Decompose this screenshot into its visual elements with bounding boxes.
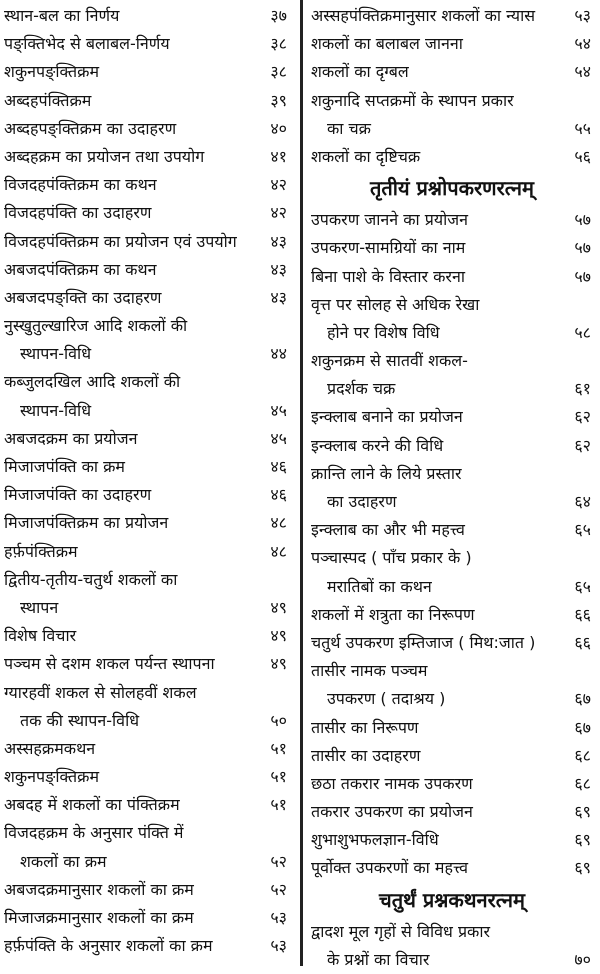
entry-title: मिजाजपंक्तिक्रम का प्रयोजन	[4, 513, 169, 533]
toc-entry	[4, 481, 289, 509]
page-number: ५१	[270, 738, 287, 758]
toc-entry	[4, 453, 289, 481]
entry-title: हर्फ़पंक्तिक्रम	[4, 541, 78, 561]
entry-title: वृत्त पर सोलह से अधिक रेखा	[311, 294, 480, 314]
page-number: ४८	[270, 541, 287, 561]
page-number: ६९	[574, 858, 591, 878]
page-number: ४९	[270, 626, 287, 646]
toc-entry	[4, 679, 289, 707]
entry-title: मिजाजपंक्ति का क्रम	[4, 457, 125, 476]
toc-entry	[4, 932, 289, 960]
entry-title: शकलों का दृग्बल	[311, 62, 409, 82]
page-number: ४६	[270, 485, 287, 505]
toc-entry	[4, 368, 289, 396]
toc-entry	[4, 228, 289, 256]
toc-entry	[4, 904, 289, 932]
toc-entry	[4, 115, 289, 143]
entry-title-continuation: मरातिबों का कथन	[327, 576, 432, 596]
toc-entry	[311, 30, 593, 58]
entry-title: उपकरण-सामग्रियों का नाम	[311, 238, 466, 258]
entry-title: छठा तकरार नामक उपकरण	[311, 773, 473, 793]
page-number: ५४	[574, 34, 591, 54]
entry-title: शकुनक्रम से सातवीं शकल-	[311, 351, 468, 371]
page-number: ६६	[574, 604, 591, 624]
page-number: ६६	[574, 632, 591, 652]
page-number: ५३	[574, 6, 591, 25]
page-number: ५५	[574, 118, 591, 138]
page-number: ४९	[270, 654, 287, 674]
entry-title-continuation: होने पर विशेष विधि	[327, 322, 440, 342]
page-number: ३७	[270, 6, 287, 25]
entry-title: उपकरण जानने का प्रयोजन	[311, 210, 469, 230]
entry-title: विशेष विचार	[4, 626, 77, 646]
entry-title: इन्क्लाब करने की विधि	[311, 435, 444, 455]
entry-title: इन्क्लाब बनाने का प्रयोजन	[311, 407, 463, 427]
page-number: ६९	[574, 830, 591, 850]
page-number: ५८	[574, 322, 591, 342]
entry-title: अबजदपंक्तिक्रम का कथन	[4, 259, 157, 279]
page-number: ५४	[574, 62, 591, 82]
page-number: ५७	[574, 238, 591, 258]
toc-entry	[311, 347, 593, 375]
toc-entry	[4, 87, 289, 115]
page-number: ५१	[270, 795, 287, 815]
page-number: ३८	[270, 62, 287, 82]
toc-entry	[311, 601, 593, 629]
entry-title: कब्जुलदखिल आदि शकलों की	[4, 372, 181, 392]
entry-title-continuation: का उदाहरण	[327, 492, 397, 511]
toc-entry	[311, 629, 593, 657]
entry-title: हर्फ़पंक्ति के अनुसार शकलों का क्रम	[4, 936, 213, 956]
entry-title: तासीर का उदाहरण	[311, 745, 421, 765]
toc-entry	[4, 735, 289, 763]
toc-entry-continuation	[311, 573, 593, 601]
toc-entry	[311, 826, 593, 854]
toc-entry	[4, 284, 289, 312]
page-number: ६८	[574, 773, 591, 793]
page-number: ४४	[270, 344, 287, 364]
page-number: ४५	[270, 428, 287, 448]
entry-title: विजदहपंक्तिक्रम का प्रयोजन एवं उपयोग	[4, 231, 237, 251]
toc-entry	[4, 199, 289, 227]
entry-title: विजदहपंक्तिक्रम का कथन	[4, 175, 157, 195]
entry-title: तासीर नामक पञ्चम	[311, 661, 428, 681]
entry-title: अस्सहक्रमकथन	[4, 738, 96, 758]
toc-entry	[4, 425, 289, 453]
page-number: ६७	[574, 717, 591, 737]
entry-title: अस्सहपंक्तिक्रमानुसार शकलों का न्यास	[311, 6, 536, 25]
entry-title-continuation: का चक्र	[327, 118, 371, 138]
entry-title: तकरार उपकरण का प्रयोजन	[311, 802, 473, 822]
toc-entry	[311, 403, 593, 431]
section-heading: तृतीयं प्रश्नोपकरणरत्नम्	[370, 176, 534, 201]
toc-entry-continuation	[4, 848, 289, 876]
toc-left-column	[4, 2, 289, 960]
entry-title: ग्यारहवीं शकल से सोलहवीं शकल	[4, 682, 197, 702]
toc-entry	[311, 918, 593, 946]
toc-entry	[311, 742, 593, 770]
toc-entry	[311, 516, 593, 544]
toc-entry	[4, 538, 289, 566]
entry-title: नुस्खुतुल्खारिज आदि शकलों की	[4, 316, 188, 336]
column-divider	[300, 0, 303, 966]
entry-title: पङ्क्तिभेद से बलाबल-निर्णय	[4, 34, 170, 54]
entry-title: स्थान-बल का निर्णय	[4, 6, 120, 25]
page-number: ४२	[270, 175, 287, 195]
entry-title: शकुनपङ्क्तिक्रम	[4, 62, 100, 82]
page-number: ५२	[270, 851, 287, 871]
page-number: ५६	[574, 146, 591, 166]
page-number: ५३	[270, 908, 287, 927]
entry-title: शुभाशुभफलज्ञान-विधि	[311, 830, 439, 850]
toc-entry	[4, 58, 289, 86]
page-number: ६१	[574, 379, 591, 399]
toc-entry	[4, 509, 289, 537]
toc-entry	[311, 432, 593, 460]
page-number: ६९	[574, 802, 591, 822]
toc-entry	[4, 256, 289, 284]
page-number: ६८	[574, 745, 591, 765]
entry-title: इन्क्लाब का और भी महत्त्व	[311, 520, 465, 540]
toc-entry	[4, 312, 289, 340]
page-number: ४५	[270, 400, 287, 420]
entry-title: अब्दहपंक्तिक्रम	[4, 90, 92, 110]
toc-entry	[311, 58, 593, 86]
toc-entry	[4, 763, 289, 791]
entry-title: द्वितीय-तृतीय-चतुर्थ शकलों का	[4, 569, 178, 589]
page-number: ४३	[270, 259, 287, 279]
toc-entry	[4, 819, 289, 847]
page-number: ४८	[270, 513, 287, 533]
toc-entry-continuation	[4, 397, 289, 425]
toc-entry	[4, 876, 289, 904]
entry-title: पञ्चम से दशम शकल पर्यन्त स्थापना	[4, 654, 215, 674]
toc-entry	[4, 622, 289, 650]
page-number: ६२	[574, 435, 591, 455]
entry-title-continuation: उपकरण ( तदाश्रय )	[327, 689, 446, 709]
toc-entry	[4, 30, 289, 58]
entry-title: शकुनपङ्क्तिक्रम	[4, 767, 100, 787]
toc-entry	[311, 770, 593, 798]
toc-entry-continuation	[311, 319, 593, 347]
page-number: ६५	[574, 520, 591, 540]
page-number: ६२	[574, 407, 591, 427]
entry-title: बिना पाशे के विस्तार करना	[311, 266, 465, 286]
entry-title: शकलों में शत्रुता का निरूपण	[311, 604, 475, 624]
toc-entry-continuation	[4, 340, 289, 368]
toc-entry	[311, 2, 593, 30]
entry-title: क्रान्ति लाने के लिये प्रस्तार	[311, 463, 462, 483]
page-number: ५७	[574, 266, 591, 286]
page-number: ४३	[270, 231, 287, 251]
page-number: ४९	[270, 597, 287, 617]
toc-entry	[4, 171, 289, 199]
entry-title: पूर्वोक्त उपकरणों का महत्त्व	[311, 858, 469, 878]
entry-title: चतुर्थ उपकरण इम्तिजाज ( मिथ:जात )	[311, 632, 536, 652]
toc-entry	[311, 854, 593, 882]
entry-title: मिजाजपंक्ति का उदाहरण	[4, 485, 152, 505]
page-number: ५२	[270, 879, 287, 899]
entry-title: शकलों का दृष्टिचक्र	[311, 146, 421, 166]
toc-entry-continuation	[311, 488, 593, 516]
section-heading: चतुर्थं प्रश्नकथनरत्नम्	[379, 887, 525, 912]
toc-entry	[311, 143, 593, 171]
toc-entry	[4, 2, 289, 30]
entry-title: अबजदक्रमानुसार शकलों का क्रम	[4, 879, 194, 899]
page-number: ४२	[270, 203, 287, 223]
page-number: ४१	[270, 146, 287, 166]
entry-title-continuation: स्थापन	[20, 597, 59, 617]
entry-title: द्वादश मूल गृहों से विविध प्रकार	[311, 921, 491, 941]
entry-title-continuation: स्थापन-विधि	[20, 344, 92, 364]
toc-entry	[311, 234, 593, 262]
page-number: ६७	[574, 689, 591, 709]
entry-title-continuation: प्रदर्शक चक्र	[327, 379, 396, 399]
toc-entry	[311, 544, 593, 572]
page-number: ५०	[270, 710, 287, 730]
toc-entry	[311, 657, 593, 685]
entry-title-continuation: के प्रश्नों का विचार	[327, 949, 430, 969]
toc-entry	[311, 798, 593, 826]
entry-title: शकुनादि सप्तक्रमों के स्थापन प्रकार	[311, 90, 514, 110]
entry-title-continuation: स्थापन-विधि	[20, 400, 92, 420]
toc-entry-continuation	[311, 685, 593, 713]
toc-entry	[4, 143, 289, 171]
toc-entry	[311, 263, 593, 291]
toc-entry-continuation	[4, 594, 289, 622]
page-number: ५७	[574, 210, 591, 230]
page-number: ४६	[270, 457, 287, 476]
entry-title: अबजदपङ्क्ति का उदाहरण	[4, 287, 162, 307]
entry-title-continuation: तक की स्थापन-विधि	[20, 710, 140, 730]
toc-entry-continuation	[311, 115, 593, 143]
page-number: ७०	[574, 949, 591, 969]
toc-right-column	[311, 2, 593, 974]
toc-entry-continuation	[311, 375, 593, 403]
entry-title: तासीर का निरूपण	[311, 717, 419, 737]
page-number: ३८	[270, 34, 287, 54]
entry-title: विजदहक्रम के अनुसार पंक्ति में	[4, 823, 184, 843]
page-number: ४०	[270, 118, 287, 138]
page-number: ५१	[270, 767, 287, 787]
toc-entry	[311, 714, 593, 742]
entry-title: शकलों का बलाबल जानना	[311, 34, 463, 54]
toc-entry	[311, 87, 593, 115]
entry-title: मिजाजक्रमानुसार शकलों का क्रम	[4, 908, 194, 927]
toc-entry	[311, 291, 593, 319]
page-number: ६४	[574, 492, 591, 511]
toc-entry	[4, 650, 289, 678]
toc-entry	[311, 206, 593, 234]
entry-title: पञ्चास्पद ( पाँच प्रकार के )	[311, 548, 472, 568]
page-number: ६५	[574, 576, 591, 596]
toc-entry	[4, 791, 289, 819]
page-number: ४३	[270, 287, 287, 307]
toc-entry-continuation	[311, 946, 593, 974]
toc-entry	[311, 460, 593, 488]
entry-title: अबजदक्रम का प्रयोजन	[4, 428, 138, 448]
entry-title-continuation: शकलों का क्रम	[20, 851, 107, 871]
toc-entry	[4, 566, 289, 594]
entry-title: अबदह में शकलों का पंक्तिक्रम	[4, 795, 180, 815]
entry-title: अब्दहपङ्क्तिक्रम का उदाहरण	[4, 118, 177, 138]
toc-entry-continuation	[4, 707, 289, 735]
entry-title: विजदहपंक्ति का उदाहरण	[4, 203, 152, 223]
entry-title: अब्दहक्रम का प्रयोजन तथा उपयोग	[4, 146, 205, 166]
page-number: ३९	[270, 90, 287, 110]
page-number: ५३	[270, 936, 287, 956]
